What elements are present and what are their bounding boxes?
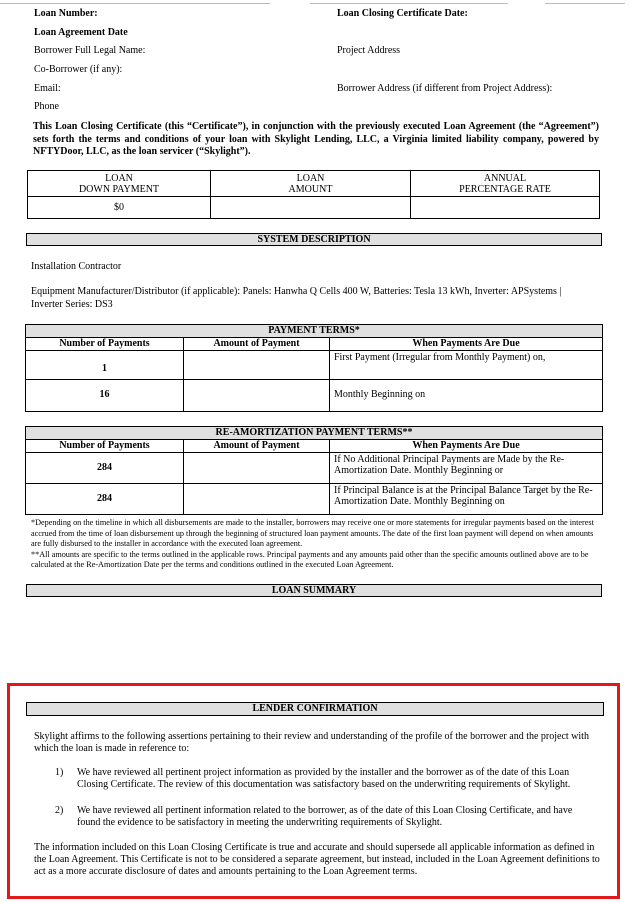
installer-label: Installation Contractor — [31, 261, 122, 272]
equipment-text: Equipment Manufacturer/Distributor (if applicable): Panels: Hanwha Q Cells 400 W, Batteries: Tesla 13 kWh, Inverter: APSystems | Inverter Series: DS3 — [31, 286, 562, 310]
project-address-label: Project Address — [337, 45, 401, 56]
col-due-header: When Payments Are Due — [330, 338, 603, 351]
payment-count: 284 — [26, 483, 184, 514]
reamort-title-row — [26, 427, 603, 440]
footnote-irregular-payments: *Depending on the timeline in which all disbursements are made to the installer, borrowers may receive one or more statements for irregular payments based on the interest accrued from the time of loan disbursement up through the beginning of structured loan payment amounts. The date of the first loan payment will depend on when amounts are fully disbursed to the installer in accordance with the executed loan agreement. — [31, 518, 594, 549]
reamort-header-row — [26, 440, 603, 453]
payment-amount — [184, 452, 330, 483]
payment-count: 284 — [26, 452, 184, 483]
table-row — [26, 483, 603, 514]
borrower-address-label: Borrower Address (if different from Project Address): — [337, 83, 553, 94]
col-amount-header: Amount of Payment — [184, 338, 330, 351]
payment-count: 16 — [26, 379, 184, 411]
lender-intro: Skylight affirms to the following assertions pertaining to their review and understanding of the profile of the borrower and the project with which the loan is made in reference to: — [34, 731, 589, 754]
list-item: We have reviewed all pertinent information related to the borrower, as of the date of this Loan Closing Certificate, and have found the evidence to be satisfactory in meeting the underwriting requirements of Skylight. — [77, 805, 573, 828]
header-line: ANNUAL — [483, 172, 527, 184]
apr-header — [411, 171, 600, 197]
payment-amount — [184, 379, 330, 411]
table-row — [26, 452, 603, 483]
loan-number-label: Loan Number: — [34, 8, 98, 19]
borrower-name-label: Borrower Full Legal Name: — [34, 45, 146, 56]
system-description-title: SYSTEM DESCRIPTION — [26, 233, 602, 246]
payment-amount — [184, 350, 330, 379]
table-row — [26, 350, 603, 379]
co-borrower-label: Co-Borrower (if any): — [34, 64, 123, 75]
list-number: 2) — [55, 805, 64, 816]
table-row — [26, 379, 603, 411]
loan-amount-header — [211, 171, 411, 197]
payment-terms-table — [25, 324, 603, 412]
loan-amount-value — [211, 197, 411, 219]
apr-value — [411, 197, 600, 219]
payment-terms-header-row — [26, 338, 603, 351]
col-number-header: Number of Payments — [26, 338, 184, 351]
email-label: Email: — [34, 83, 61, 94]
list-number: 1) — [55, 767, 64, 778]
payment-due: Monthly Beginning on — [330, 379, 603, 411]
payment-terms-title: PAYMENT TERMS* — [26, 325, 603, 338]
reamortization-table — [25, 426, 603, 515]
col-number-header: Number of Payments — [26, 440, 184, 453]
payment-due: If Principal Balance is at the Principal Balance Target by the Re-Amortization Date. Monthly Beginning on — [330, 483, 603, 514]
header-line: DOWN PAYMENT — [78, 183, 160, 195]
loan-table-values — [28, 197, 600, 219]
lender-closing: The information included on this Loan Closing Certificate is true and accurate and should supersede all applicable information as defined in the Loan Agreement. This Certificate is not to be considered a separate agreement, but instead, included in the Loan Agreement definitions to act as a more accurate disclosure of dates and amounts pertaining to the Loan Agreement terms. — [34, 842, 600, 877]
loan-overview-table — [27, 170, 600, 219]
payment-terms-title-row — [26, 325, 603, 338]
footnotes — [31, 518, 601, 571]
phone-label: Phone — [34, 101, 59, 112]
header-line: AMOUNT — [288, 183, 333, 195]
agreement-date-label: Loan Agreement Date — [34, 27, 128, 38]
payment-amount — [184, 483, 330, 514]
col-amount-header: Amount of Payment — [184, 440, 330, 453]
payment-due: First Payment (Irregular from Monthly Payment) on, — [330, 350, 603, 379]
payment-due: If No Additional Principal Payments are Made by the Re-Amortization Date. Monthly Beginning or — [330, 452, 603, 483]
list-item: We have reviewed all pertinent project information as provided by the installer and the borrower as of the date of this Loan Closing Certificate. The review of this documentation was satisfactory based on the underwriting requirements of Skylight. — [77, 767, 571, 790]
intro-paragraph: This Loan Closing Certificate (this “Certificate”), in conjunction with the previously executed Loan Agreement (the “Agreement”) sets forth the terms and conditions of your loan with Skylight Lending, LLC, a Virginia limited liability company, powered by NFTYDoor, LLC, as the loan servicer (“Skylight”). — [33, 121, 599, 157]
footnote-amounts: **All amounts are specific to the terms outlined in the applicable rows. Principal payments and any amounts paid other than the specific amounts outlined above are to be calculated at the Re-Amortization Date per the terms and conditions outlined in the executed Loan Agreement. — [31, 549, 589, 570]
header-line: LOAN — [296, 172, 325, 184]
down-payment-value: $0 — [28, 197, 211, 219]
payment-count: 1 — [26, 350, 184, 379]
reamort-title: RE-AMORTIZATION PAYMENT TERMS** — [26, 427, 603, 440]
down-payment-header — [28, 171, 211, 197]
loan-summary-title: LOAN SUMMARY — [26, 584, 602, 597]
closing-date-label: Loan Closing Certificate Date: — [337, 8, 468, 19]
header-line: LOAN — [105, 172, 133, 184]
rule — [310, 3, 508, 4]
loan-table-header — [28, 171, 600, 197]
rule — [0, 3, 270, 4]
lender-confirmation-title: LENDER CONFIRMATION — [26, 702, 604, 716]
col-due-header: When Payments Are Due — [330, 440, 603, 453]
rule — [545, 3, 625, 4]
header-line: PERCENTAGE RATE — [459, 183, 551, 195]
